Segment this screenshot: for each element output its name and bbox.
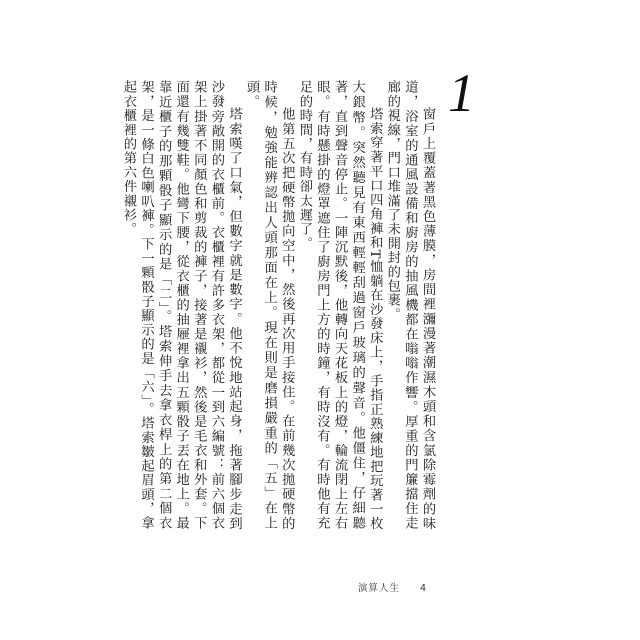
page-footer bbox=[358, 581, 478, 597]
paragraph: 塔索嘆了口氣，但數字就是數字。他不悅地站起身，拖著腳步走到沙發旁敞開的衣櫃前。衣櫃裡有許多衣架，都從一到六編號：前六個衣架上掛著不同顏色和剪裁的褲子，接著是襯衫，然後是毛衣和外套。下面還有幾雙鞋。他彎下腰，從衣櫃的抽屜裡拿出五顆骰子丟在地上。最靠近櫃子的那顆骰子顯示的是「二」。塔索伸手去拿衣桿上的第二個衣架，是一條白色喇叭褲。下一顆骰子顯示的是「六」。塔索皺起眉頭，拿起衣櫃裡的第六件襯衫。 bbox=[120, 80, 242, 530]
book-title: 演算人生 bbox=[358, 583, 401, 594]
body-text bbox=[120, 80, 436, 530]
chapter-number: 1 bbox=[448, 63, 475, 123]
paragraph: 塔索穿著平口四角褲和T恤躺在沙發床上，手指正熟練地把玩著一枚大銀幣。突然聽見有東西輕輕刮過窗戶玻璃的聲音。他僵住，仔細聽著，直到聲音停止。一陣沉默後，他轉向天花板上的燈，輪流閉上左右眼。有時懸掛的燈罩遮住了廚房門上方的時鐘，有時沒有。有時他有充足的時間，有時卻太遲了。 bbox=[296, 80, 383, 530]
paragraph: 他第五次把硬幣拋向空中，然後再次用手接住。在前幾次拋硬幣的時候，勉強能辨認出人頭那面在上。現在則是磨損嚴重的「五」在上頭。 bbox=[244, 80, 295, 530]
page-number: 4 bbox=[420, 583, 427, 594]
paragraph: 窗戶上覆蓋著黑色薄膜，房間裡瀰漫著潮濕木頭和含氯除霉劑的味道，浴室的通風設備和廚房的抽風機都在嗡嗡作響。厚重的門簾擋住走廊的視線，門口堆滿了未開封的包裹。 bbox=[384, 80, 435, 530]
